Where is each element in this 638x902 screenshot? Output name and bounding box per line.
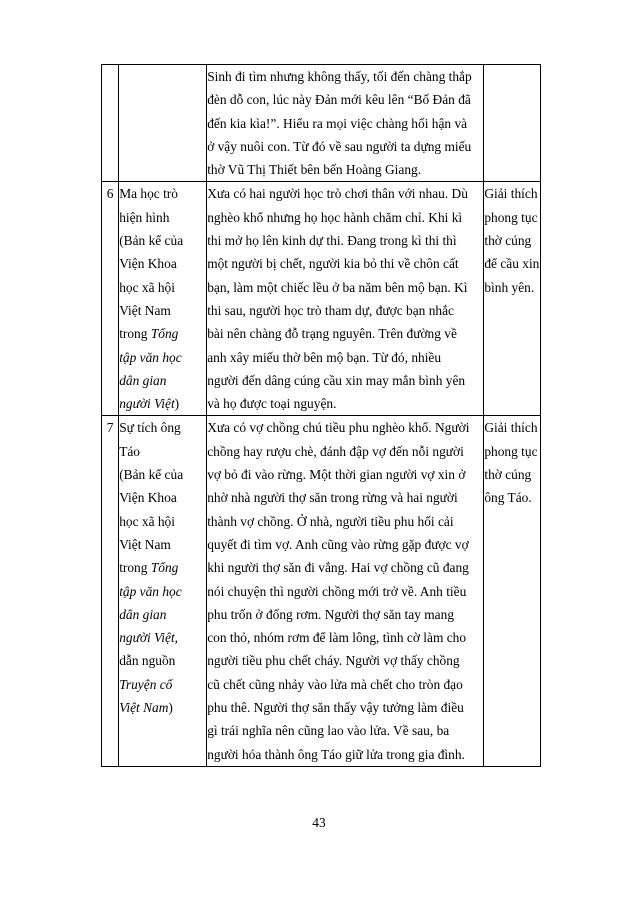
title-line: Sự tích ông	[119, 420, 181, 436]
story-title-cell	[119, 182, 207, 416]
content-line: thành vợ chồng. Ở nhà, người tiều phu hối cải	[207, 513, 454, 529]
story-content-cell	[207, 416, 484, 766]
purpose-line: phong tục	[484, 209, 538, 225]
content-line: thờ Vũ Thị Thiết bên bến Hoàng Giang.	[207, 162, 422, 178]
content-line: vợ bỏ đi vào rừng. Một thời gian người vợ xin ở	[207, 467, 466, 483]
content-line: người hóa thành ông Táo giữ lửa trong gia đình.	[207, 746, 465, 762]
content-line: con thỏ, nhóm rơm để làm lông, tình cờ làm cho	[207, 630, 467, 646]
content-line: bài nên chàng đỗ trạng nguyên. Trên đường về	[207, 326, 457, 342]
title-italic-text: người Việt	[119, 396, 175, 412]
title-italic-text: Tổng	[150, 326, 179, 342]
content-line: chồng hay rượu chè, đánh đập vợ đến nỗi người	[207, 443, 464, 459]
title-line	[119, 556, 206, 579]
title-text: trong	[119, 326, 151, 342]
purpose-line: bình yên.	[484, 279, 535, 295]
title-line: Việt Nam	[119, 536, 171, 552]
title-line: Viện Khoa	[119, 256, 177, 272]
content-line: Xưa có hai người học trò chơi thân với nhau. Dù	[207, 186, 468, 202]
content-line: bạn, làm một chiếc lều ở ba năm bên mộ bạn. Kì	[207, 279, 468, 295]
title-italic-line: tập văn học	[119, 583, 182, 599]
title-suffix: )	[168, 700, 173, 716]
content-line: ở vậy nuôi con. Từ đó về sau người ta dựng miếu	[207, 138, 472, 154]
title-line: dẫn nguồn	[119, 653, 176, 669]
title-suffix: )	[174, 396, 180, 412]
title-line: Việt Nam	[119, 302, 171, 318]
content-line: phu thê. Người thợ săn thấy vậy tưởng làm điều	[207, 700, 464, 716]
title-italic-text: Việt Nam	[119, 700, 169, 716]
content-line: người tiều phu chết cháy. Người vợ thấy chồng	[207, 653, 460, 669]
content-line: gì trái nghĩa nên cũng lao vào lửa. Về sau, ba	[207, 723, 450, 739]
title-line: Táo	[119, 443, 141, 459]
title-line	[119, 696, 206, 719]
table-row	[102, 416, 541, 766]
title-line: (Bản kể của	[119, 233, 184, 249]
content-line: nghèo khổ nhưng họ học hành chăm chỉ. Khi kì	[207, 209, 463, 225]
content-line: khi người thợ săn đi vắng. Hai vợ chồng cũ đang	[207, 560, 469, 576]
content-line: nhờ nhà người thợ săn trong rừng và hai người	[207, 490, 458, 506]
content-line: quyết đi tìm vợ. Anh cũng vào rừng gặp được vợ	[207, 536, 469, 552]
content-line: Sinh đi tìm nhưng không thấy, tối đến chàng thắp	[207, 69, 472, 84]
content-line: và họ được toại nguyện.	[207, 396, 337, 412]
content-line: thi sau, người học trò tham dự, được bạn nhắc	[207, 302, 454, 318]
table-row	[102, 65, 541, 182]
title-italic-text: Tổng	[150, 560, 179, 576]
title-italic-line: dân gian	[119, 372, 167, 388]
content-line: đèn dỗ con, lúc này Đản mới kêu lên “Bố Đản đã	[207, 92, 471, 108]
purpose-line: ông Táo.	[484, 490, 532, 506]
title-line	[119, 392, 206, 415]
content-line: phu trốn ở đống rơm. Người thợ săn tay mang	[207, 606, 455, 622]
story-purpose-cell	[484, 65, 541, 182]
purpose-line: Giải thích	[484, 186, 538, 202]
story-content-cell	[207, 182, 484, 416]
title-italic-line: Truyện cổ	[119, 676, 173, 692]
purpose-line: phong tục	[484, 443, 538, 459]
story-purpose-cell	[484, 182, 541, 416]
title-line: Viện Khoa	[119, 490, 177, 506]
title-italic-line: tập văn học	[119, 349, 182, 365]
purpose-line: thờ cúng	[484, 467, 532, 483]
content-line: cũ chết cũng nhảy vào lửa mà chết cho tròn đạo	[207, 676, 463, 692]
title-italic-line: dân gian	[119, 606, 167, 622]
title-text: trong	[119, 560, 151, 576]
title-line: học xã hội	[119, 513, 175, 529]
title-italic-line: người Việt,	[119, 630, 179, 646]
table-row	[102, 182, 541, 416]
content-line: đến kia kìa!”. Hiểu ra mọi việc chàng hối hận và	[207, 115, 468, 131]
title-line: (Bản kể của	[119, 467, 184, 483]
story-content-cell	[207, 65, 484, 182]
purpose-line: Giải thích	[484, 420, 538, 436]
title-line: hiện hình	[119, 209, 170, 225]
story-title-cell	[119, 65, 207, 182]
content-line: một người bị chết, người kia bỏ thi về chôn cất	[207, 256, 459, 272]
story-title-cell	[119, 416, 207, 766]
purpose-line: thờ cúng	[484, 233, 532, 249]
story-purpose-cell	[484, 416, 541, 766]
story-table	[101, 64, 541, 767]
row-number-cell	[102, 65, 119, 182]
title-line: học xã hội	[119, 279, 175, 295]
title-line	[119, 322, 206, 345]
page-number: 43	[312, 815, 326, 830]
content-line: anh xây miếu thờ bên mộ bạn. Từ đó, nhiều	[207, 349, 442, 365]
content-line: nói chuyện thì người chồng mới trở về. Anh tiều	[207, 583, 467, 599]
title-line: Ma học trò	[119, 186, 178, 202]
content-line: người đến dâng cúng cầu xin may mắn bình yên	[207, 372, 466, 388]
content-line: thi mở họ lên kinh dự thi. Đang trong kì thi thì	[207, 233, 457, 249]
content-line: Xưa có vợ chồng chú tiều phu nghèo khổ. Người	[207, 420, 470, 436]
purpose-line: để cầu xin	[484, 256, 540, 272]
row-number-cell: 7	[102, 416, 119, 766]
row-number-cell: 6	[102, 182, 119, 416]
